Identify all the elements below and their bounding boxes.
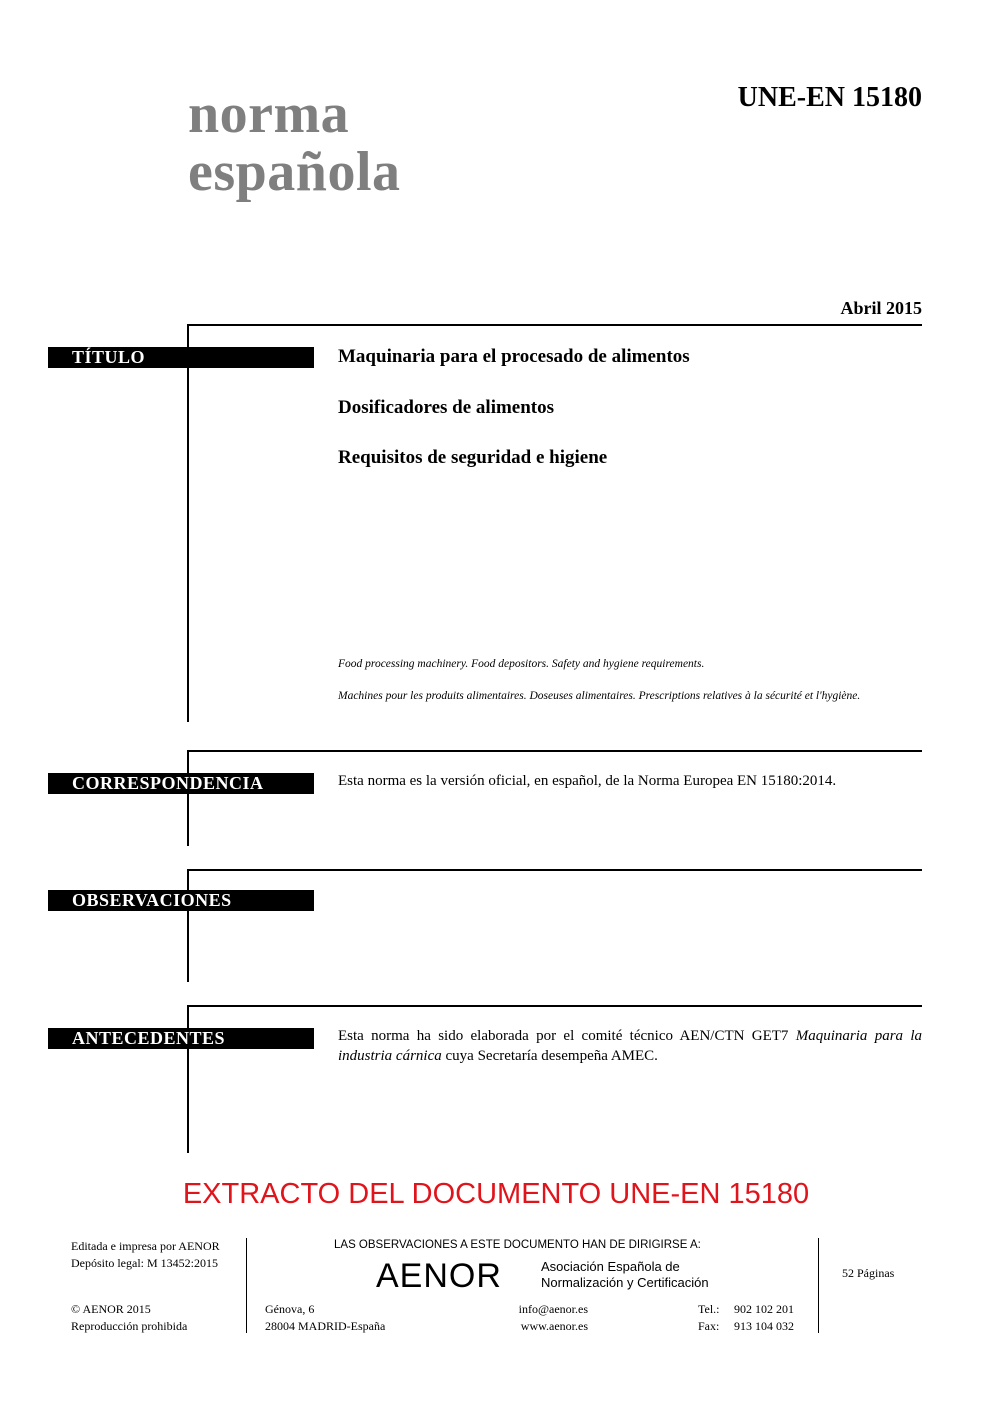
- footer-copyright: [71, 1301, 187, 1335]
- section-label-correspondencia: CORRESPONDENCIA: [48, 773, 314, 794]
- correspondencia-text: Esta norma es la versión oficial, en español, de la Norma Europea EN 15180:2014.: [338, 773, 837, 789]
- title-french: Machines pour les produits alimentaires. Doseuses alimentaires. Prescriptions relatives à la sécurité et l'hygiène.: [338, 690, 861, 702]
- section-label-titulo: TÍTULO: [48, 347, 314, 368]
- org-name: [541, 1259, 709, 1291]
- footer-publisher: [71, 1238, 220, 1272]
- reproduction-notice: Reproducción prohibida: [71, 1319, 188, 1333]
- observations-note: LAS OBSERVACIONES A ESTE DOCUMENTO HAN DE DIRIGIRSE A:: [334, 1239, 701, 1251]
- org-name-line-2: Normalización y Certificación: [541, 1275, 709, 1290]
- fax-number: 913 104 032: [734, 1319, 794, 1333]
- org-name-line-1: Asociación Española de: [541, 1259, 680, 1274]
- antecedentes-text-end: cuya Secretaría desempeña AMEC.: [441, 1048, 658, 1064]
- title-english: Food processing machinery. Food depositors. Safety and hygiene requirements.: [338, 658, 705, 670]
- divider: [187, 750, 189, 846]
- footer-divider: [246, 1238, 247, 1333]
- divider: [188, 750, 922, 752]
- footer-address: [265, 1301, 385, 1335]
- divider: [188, 1005, 922, 1007]
- title-line-3: Requisitos de seguridad e higiene: [338, 447, 608, 468]
- page-count: 52 Páginas: [842, 1266, 895, 1280]
- copyright: © AENOR 2015: [71, 1302, 151, 1316]
- footer-divider: [818, 1238, 819, 1333]
- title-line-2: Dosificadores de alimentos: [338, 397, 555, 418]
- address-city: 28004 MADRID-España: [265, 1319, 386, 1333]
- address-street: Génova, 6: [265, 1302, 315, 1316]
- brand-line-1: norma: [188, 83, 350, 145]
- email-link[interactable]: info@aenor.es: [518, 1302, 588, 1316]
- website-link[interactable]: www.aenor.es: [520, 1319, 588, 1333]
- footer-phone-numbers: [734, 1301, 794, 1335]
- antecedentes-text: [338, 1026, 922, 1066]
- divider: [187, 324, 189, 722]
- title-line-1: Maquinaria para el procesado de alimentos: [338, 346, 690, 367]
- fax-label: Fax:: [698, 1319, 720, 1333]
- footer-contact: [508, 1301, 588, 1335]
- document-number: UNE-EN 15180: [737, 82, 922, 113]
- section-label-observaciones: OBSERVACIONES: [48, 890, 314, 911]
- publication-date: Abril 2015: [840, 298, 922, 318]
- divider: [188, 869, 922, 871]
- legal-deposit: Depósito legal: M 13452:2015: [71, 1256, 218, 1270]
- aenor-logo: AENOR: [376, 1257, 502, 1295]
- footer-phone-labels: [698, 1301, 720, 1335]
- antecedentes-text-start: Esta norma ha sido elaborada por el comité técnico AEN/CTN GET7: [338, 1028, 796, 1044]
- tel-number: 902 102 201: [734, 1302, 794, 1316]
- brand-line-2: española: [188, 141, 401, 203]
- divider: [187, 869, 189, 982]
- divider: [188, 324, 922, 326]
- committee-name: Maquinaria para la industria cárnica: [338, 1028, 922, 1064]
- tel-label: Tel.:: [698, 1302, 720, 1316]
- extract-notice: EXTRACTO DEL DOCUMENTO UNE-EN 15180: [182, 1178, 810, 1210]
- edited-by: Editada e impresa por AENOR: [71, 1239, 220, 1253]
- section-label-antecedentes: ANTECEDENTES: [48, 1028, 314, 1049]
